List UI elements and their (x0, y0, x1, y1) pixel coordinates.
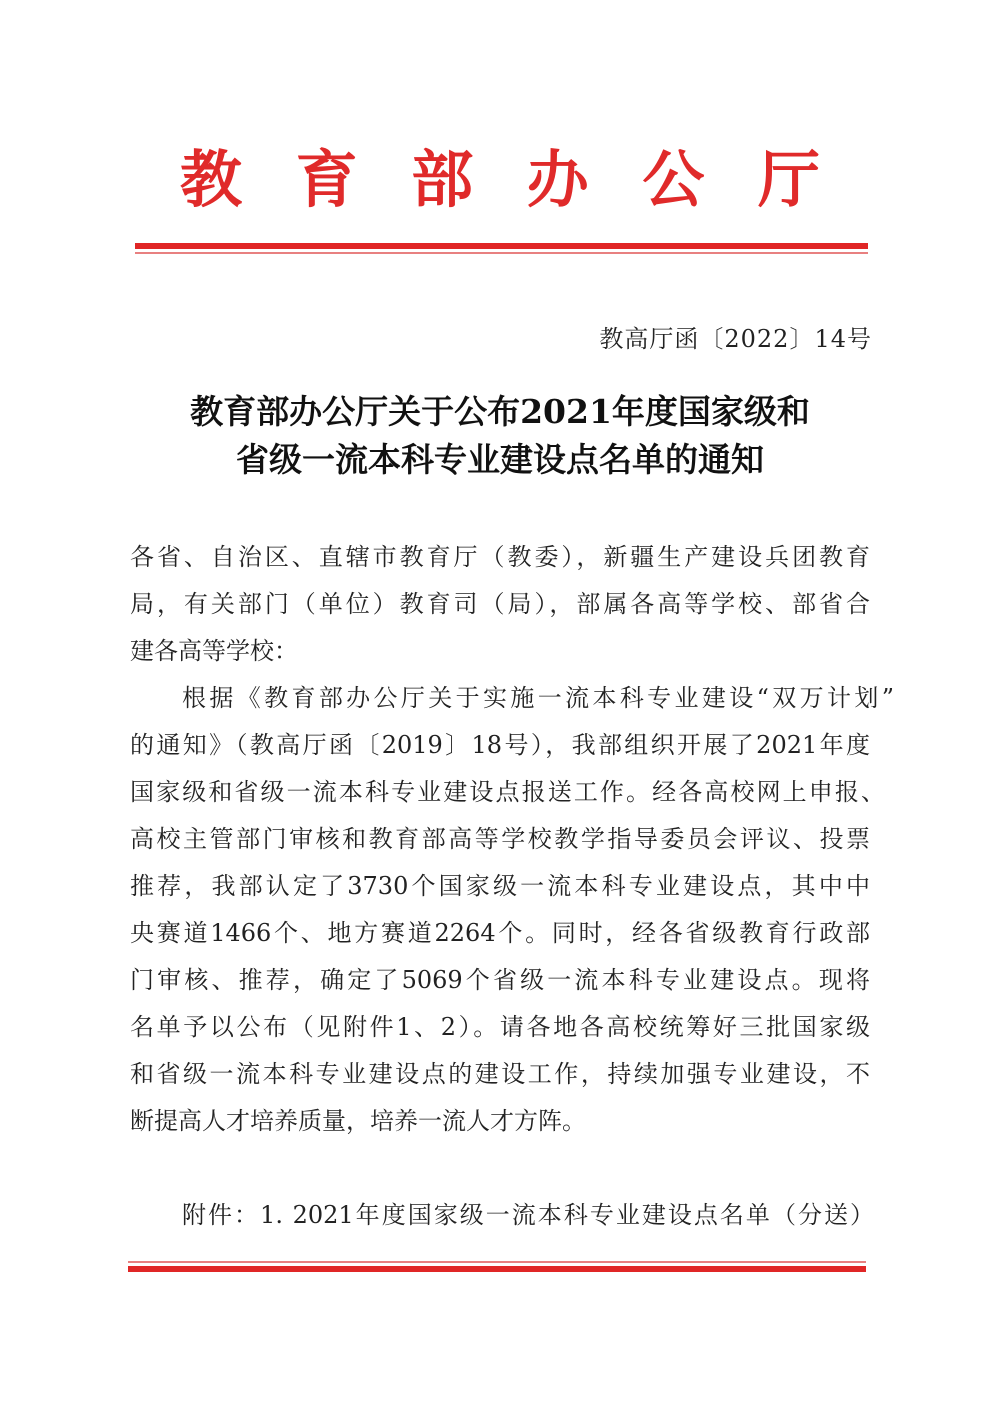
body-line: 国家级和省级一流本科专业建设点报送工作。经各高校网上申报、 (130, 778, 885, 806)
body-line: 和省级一流本科专业建设点的建设工作，持续加强专业建设，不 (130, 1060, 870, 1088)
footer-rule-thick (128, 1266, 866, 1272)
body-line: 各省、自治区、直辖市教育厅（教委），新疆生产建设兵团教育 (130, 543, 870, 571)
attachment-line: 附件：1. 2021年度国家级一流本科专业建设点名单（分送） (182, 1201, 874, 1229)
letterhead-char: 公 (642, 143, 705, 216)
letterhead-char: 教 (180, 143, 243, 216)
body-line: 名单予以公布（见附件1、2）。请各地各高校统筹好三批国家级 (130, 1013, 870, 1041)
body-line: 门审核、推荐，确定了5069个省级一流本科专业建设点。现将 (130, 966, 870, 994)
body-line: 高校主管部门审核和教育部高等学校教学指导委员会评议、投票 (130, 825, 870, 853)
letterhead-char: 育 (295, 143, 358, 216)
body-line: 局，有关部门（单位）教育司（局），部属各高等学校、部省合 (130, 590, 870, 618)
body-line: 央赛道1466个、地方赛道2264个。同时，经各省级教育行政部 (130, 919, 870, 947)
header-rule-thick (135, 243, 868, 249)
letterhead-char: 厅 (757, 143, 820, 216)
header-rule-thin (135, 252, 868, 254)
document-title-line1: 教育部办公厅关于公布2021年度国家级和 (190, 392, 810, 431)
document-number: 教高厅函〔2022〕14号 (599, 325, 872, 353)
footer-rule-thin (128, 1261, 866, 1263)
body-line: 断提高人才培养质量，培养一流人才方阵。 (130, 1107, 586, 1135)
document-title-line2: 省级一流本科专业建设点名单的通知 (236, 440, 764, 479)
letterhead-char: 部 (411, 143, 474, 216)
body-line: 的通知》（教高厅函〔2019〕18号），我部组织开展了2021年度 (130, 731, 870, 759)
body-line: 建各高等学校： (130, 637, 298, 665)
letterhead (180, 140, 820, 220)
body-line: 推荐，我部认定了3730个国家级一流本科专业建设点，其中中 (130, 872, 870, 900)
letterhead-char: 办 (526, 143, 589, 216)
body-line: 根据《教育部办公厅关于实施一流本科专业建设“双万计划” (182, 684, 894, 712)
